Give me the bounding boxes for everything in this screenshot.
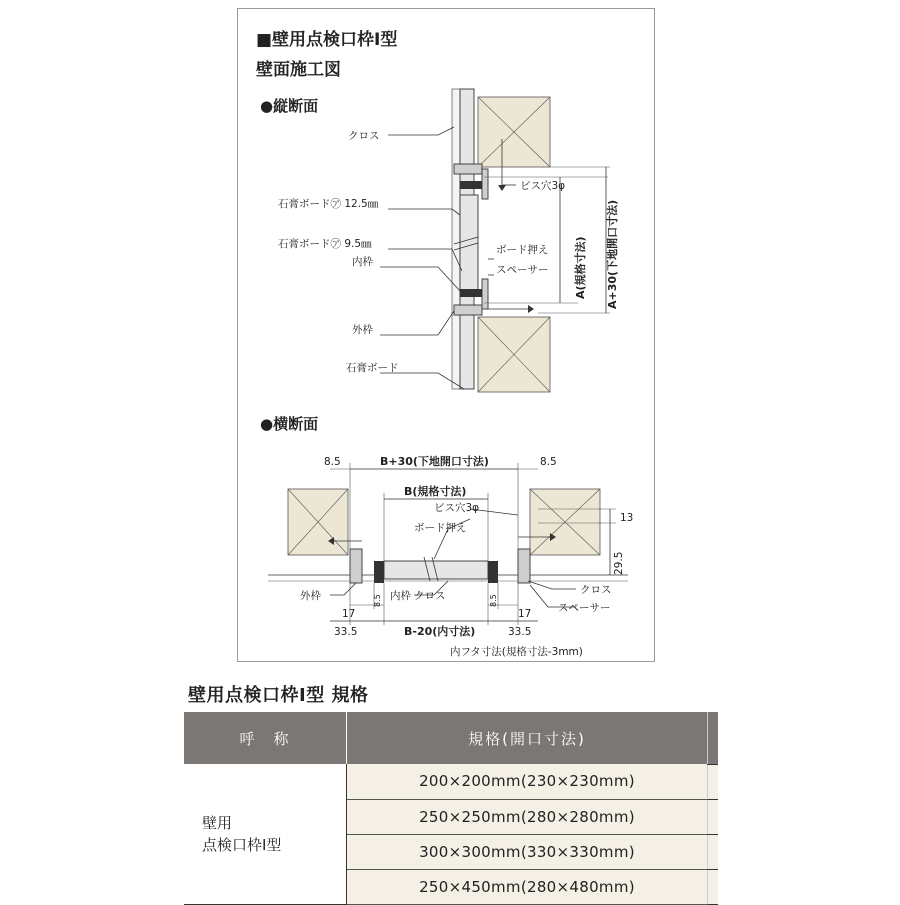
dim-b-standard: B(規格寸法): [404, 485, 467, 498]
diagram-title: ■壁用点検口枠Ⅰ型: [256, 30, 398, 50]
dim-8-5-inner-right: 8.5: [489, 594, 498, 607]
left-outer-frame-h: [350, 549, 362, 583]
label-cloth: クロス: [348, 130, 380, 142]
spec-value: 250×250mm(280×280mm): [347, 799, 708, 834]
dim-33-5-right: 33.5: [508, 626, 532, 638]
vertical-section-heading: ●縦断面: [260, 97, 319, 115]
left-inner-frame-h: [374, 561, 384, 583]
right-outer-frame-h: [518, 549, 530, 583]
dim-29-5: 29.5: [613, 551, 625, 575]
product-name-cell: [184, 764, 347, 904]
table-row: [184, 764, 718, 799]
horizontal-section-heading: ●横断面: [260, 415, 319, 433]
dim-b-plus-30: B+30(下地開口寸法): [380, 455, 489, 468]
label-inner-lid-size: 内フタ寸法(規格寸法-3mm): [450, 646, 583, 658]
spec-table: [184, 712, 718, 905]
label-cloth-right: クロス: [580, 584, 612, 596]
header-edge: [708, 712, 719, 764]
dim-8-5-top-right: 8.5: [540, 456, 557, 468]
right-inner-frame-h: [488, 561, 498, 583]
diagram-canvas: [238, 9, 656, 663]
label-screw-hole-v: ビス穴3φ: [520, 180, 566, 192]
wall-surface: [452, 89, 460, 389]
header-name: 呼 称: [184, 712, 347, 764]
construction-diagram-panel: [237, 8, 655, 662]
label-board-press-v: ボード押え: [496, 244, 549, 256]
label-inner-frame-h: 内枠: [390, 590, 411, 602]
label-board-press-h: ボード押え: [414, 522, 467, 534]
lid-board: [460, 195, 478, 295]
row-edge: [708, 834, 719, 869]
dim-13: 13: [620, 512, 634, 524]
dim-33-5-left: 33.5: [334, 626, 358, 638]
product-name-line2: 点検口枠Ⅰ型: [202, 835, 282, 854]
dim-8-5-top-left: 8.5: [324, 456, 341, 468]
label-outer-frame-h: 外枠: [300, 590, 321, 602]
label-gypsum-board: 石膏ボード: [346, 362, 399, 374]
spec-table-header-row: [184, 712, 718, 764]
upper-outer-frame: [454, 164, 482, 174]
spec-value: 250×450mm(280×480mm): [347, 869, 708, 904]
lower-outer-frame: [454, 305, 482, 315]
label-spacer-v: スペーサー: [496, 264, 549, 276]
spec-value: 200×200mm(230×230mm): [347, 764, 708, 799]
row-edge: [708, 869, 719, 904]
label-outer-frame: 外枠: [352, 324, 373, 336]
lower-inner-frame: [460, 289, 484, 297]
dim-17-right: 17: [518, 608, 532, 620]
row-edge: [708, 799, 719, 834]
label-screw-hole-h: ビス穴3φ: [434, 502, 480, 514]
label-gypsum-12-5: 石膏ボード㋐ 12.5㎜: [278, 198, 379, 210]
dim-b-minus-20: B-20(内寸法): [404, 625, 476, 638]
dim-a-standard: A(規格寸法): [574, 236, 587, 299]
label-cloth-mid: クロス: [414, 590, 446, 602]
row-edge: [708, 764, 719, 799]
label-spacer-h: スペーサー: [558, 602, 611, 614]
product-name-line1: 壁用: [202, 813, 233, 832]
label-gypsum-9-5: 石膏ボード㋐ 9.5㎜: [278, 238, 372, 250]
dim-8-5-inner-left: 8.5: [373, 594, 382, 607]
spec-value: 300×300mm(330×330mm): [347, 834, 708, 869]
upper-inner-frame: [460, 181, 484, 189]
label-inner-frame: 内枠: [352, 256, 373, 268]
spec-table-title: 壁用点検口枠Ⅰ型 規格: [188, 685, 369, 706]
header-spec: 規格(開口寸法): [347, 712, 708, 764]
dim-a-plus-30: A+30(下地開口寸法): [606, 199, 619, 309]
lid-board-h: [384, 561, 488, 579]
diagram-subtitle: 壁面施工図: [256, 60, 341, 80]
dim-17-left: 17: [342, 608, 356, 620]
